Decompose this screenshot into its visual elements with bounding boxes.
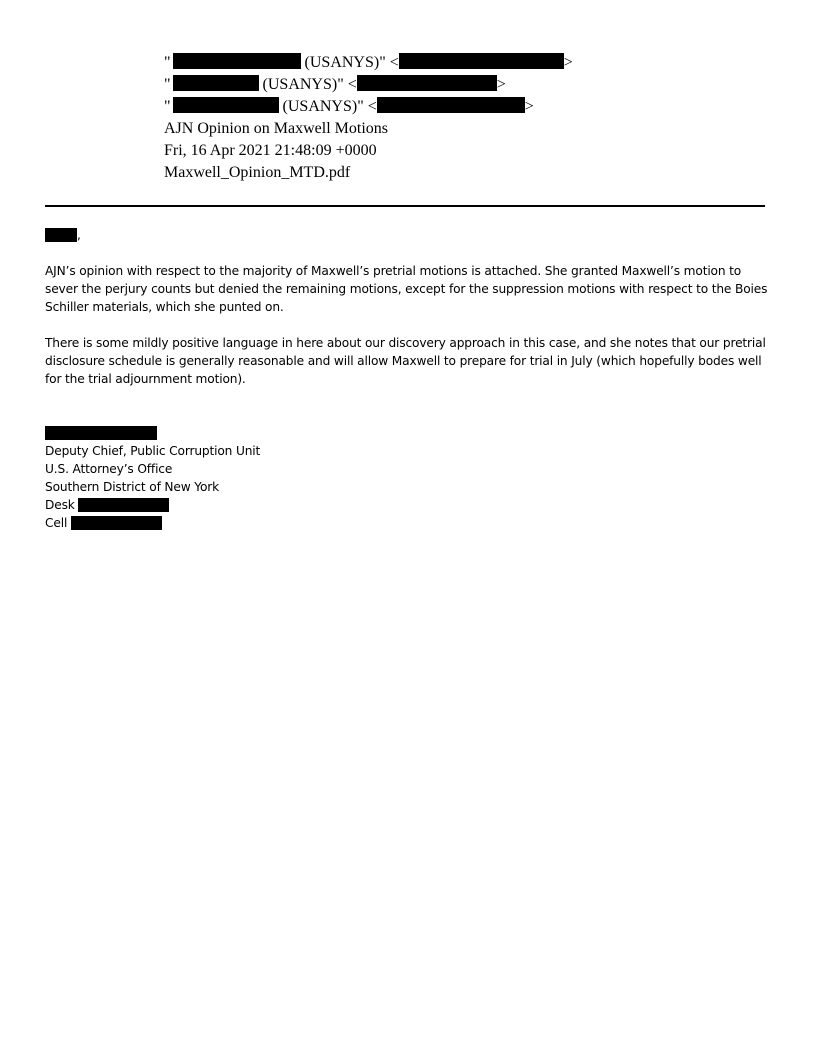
body-paragraph-1: AJN’s opinion with respect to the majority of Maxwell’s pretrial motions is attached. She granted Maxwell’s motion to sever the perjury counts but denied the remaining motions, except for the suppression motions with respect to the Boies Schiller materials, which she punted on. <box>45 264 768 314</box>
redaction-block <box>45 426 157 440</box>
signature-district: Southern District of New York <box>45 480 220 494</box>
header-divider <box>45 205 765 207</box>
redaction-block <box>173 97 279 113</box>
from-open-quote: " <box>164 54 171 71</box>
signature-desk <box>45 496 260 514</box>
desk-label: Desk <box>45 498 75 512</box>
to-close: > <box>496 76 506 93</box>
from-value <box>164 52 573 74</box>
redaction-block <box>173 53 301 69</box>
redaction-block <box>71 516 162 530</box>
signature-block <box>45 424 260 532</box>
redaction-block <box>173 75 259 91</box>
signature-name <box>45 424 260 442</box>
greeting-suffix: , <box>77 228 81 242</box>
cc-close: > <box>524 98 534 115</box>
signature-office: U.S. Attorney’s Office <box>45 462 173 476</box>
signature-title: Deputy Chief, Public Corruption Unit <box>45 444 261 458</box>
from-close: > <box>563 54 573 71</box>
from-org: (USANYS)" < <box>304 54 399 71</box>
cell-label: Cell <box>45 516 68 530</box>
subject-value: AJN Opinion on Maxwell Motions <box>164 120 388 137</box>
cc-org: (USANYS)" < <box>282 98 377 115</box>
date-value: Fri, 16 Apr 2021 21:48:09 +0000 <box>164 142 377 159</box>
body-paragraph-2: There is some mildly positive language in here about our discovery approach in this case, and she notes that our pretrial disclosure schedule is generally reasonable and will allow Maxwell to prepare for trial in July (which hopefully bodes well for the trial adjournment motion). <box>45 336 766 386</box>
redaction-block <box>45 228 77 242</box>
redaction-block <box>399 53 564 69</box>
redaction-block <box>377 97 525 113</box>
attachments-value: Maxwell_Opinion_MTD.pdf <box>164 164 351 181</box>
cc-open-quote: " <box>164 98 171 115</box>
redaction-block <box>357 75 497 91</box>
greeting <box>45 226 769 244</box>
cc-value <box>164 96 534 118</box>
to-open-quote: " <box>164 76 171 93</box>
signature-cell <box>45 514 260 532</box>
to-value <box>164 74 506 96</box>
email-body <box>45 226 769 388</box>
redaction-block <box>78 498 169 512</box>
to-org: (USANYS)" < <box>262 76 357 93</box>
